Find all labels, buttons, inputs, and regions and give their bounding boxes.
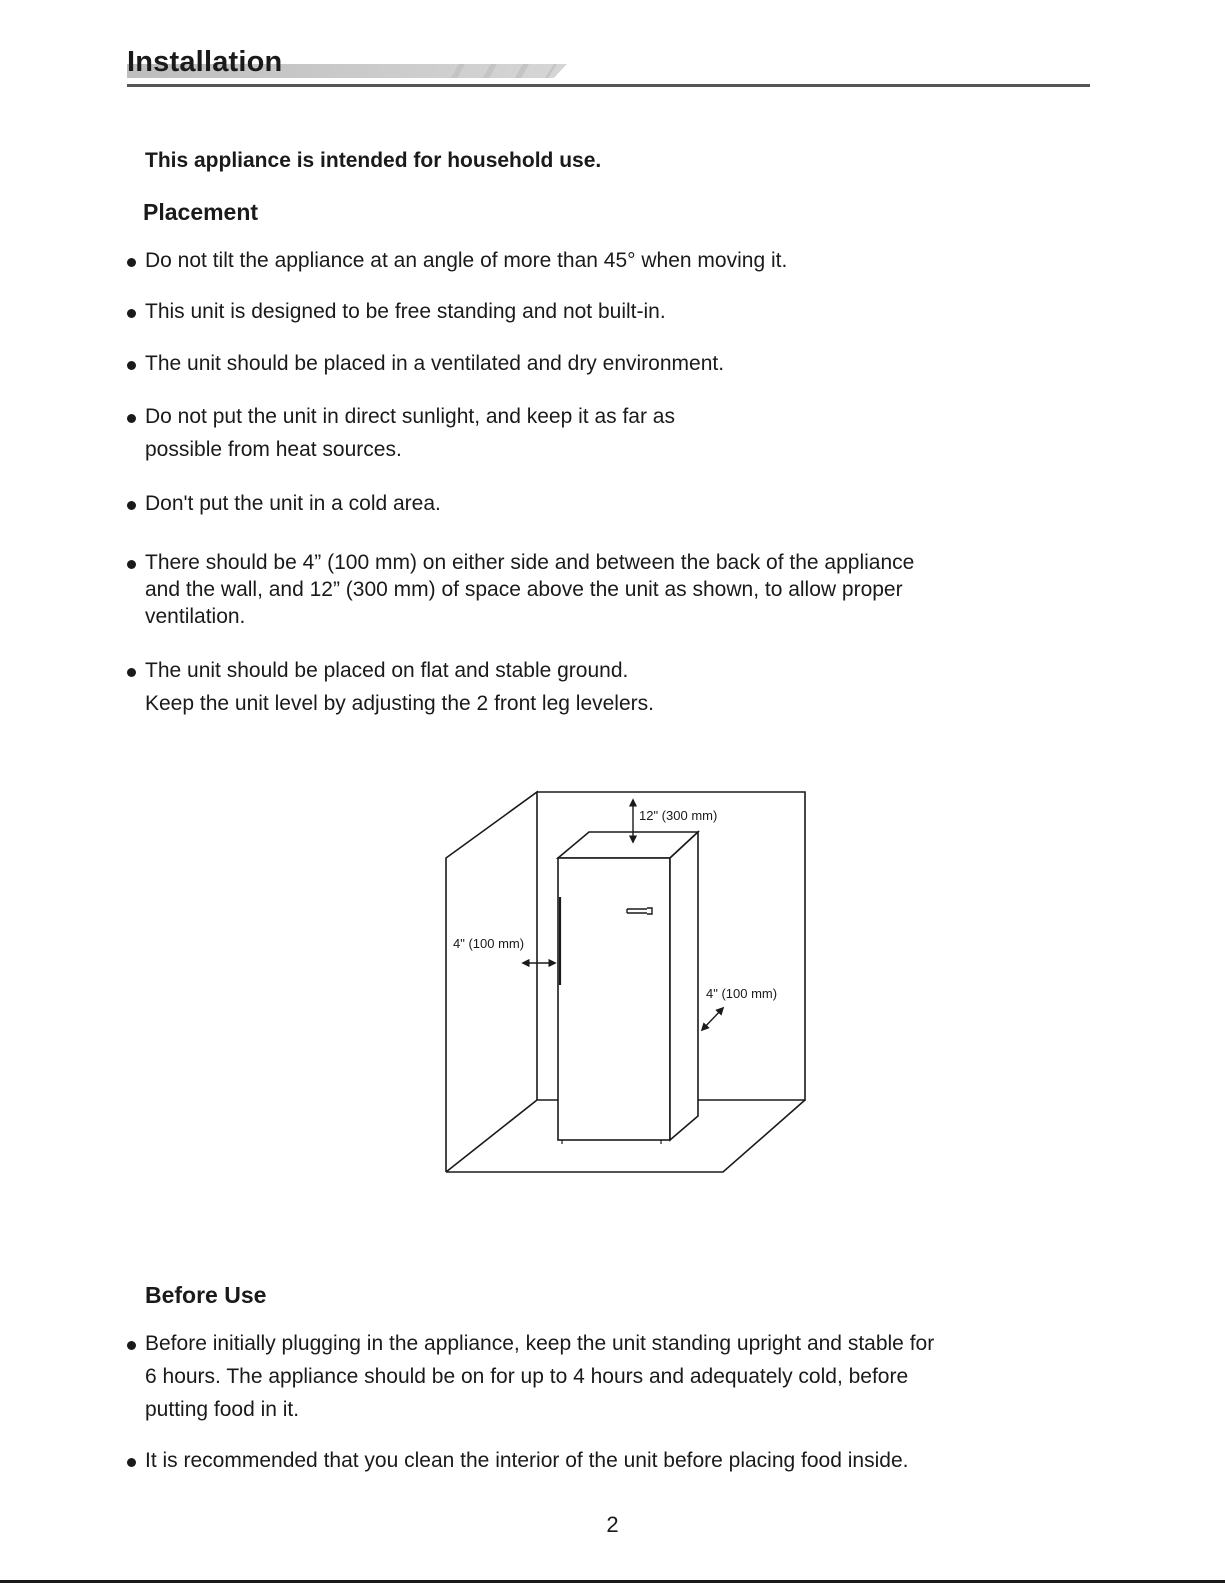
bottom-rule: [0, 1580, 1225, 1583]
bullet-dot: [127, 309, 136, 318]
placement-item: [127, 298, 1057, 325]
placement-item: [127, 350, 1057, 377]
header-rule: [127, 84, 1090, 87]
bullet-dot: [127, 1458, 136, 1467]
item-line: Do not tilt the appliance at an angle of more than 45° when moving it.: [145, 249, 788, 272]
placement-heading: Placement: [143, 199, 259, 225]
right-clearance-label: 4" (100 mm): [706, 986, 778, 1001]
clearance-diagram: [440, 786, 820, 1176]
item-line: The unit should be placed on flat and stable ground.: [145, 659, 629, 682]
before-use-item: [127, 1327, 1057, 1426]
bullet-dot: [127, 1341, 136, 1350]
before-use-heading: Before Use: [145, 1282, 267, 1308]
placement-item: [127, 247, 1057, 274]
bullet-dot: [127, 361, 136, 370]
intro-text: This appliance is intended for household use.: [145, 149, 602, 172]
placement-item: [127, 654, 1057, 720]
right-clearance-arrow: [702, 1008, 723, 1030]
page-title: Installation: [127, 46, 283, 78]
bullet-dot: [127, 414, 136, 423]
item-line: Do not put the unit in direct sunlight, and keep it as far as: [145, 405, 675, 428]
placement-item: [127, 400, 1057, 466]
bullet-dot: [127, 501, 136, 510]
page-number: 2: [606, 1512, 619, 1537]
item-line: 6 hours. The appliance should be on for up to 4 hours and adequately cold, before: [145, 1365, 909, 1388]
bullet-dot: [127, 668, 136, 677]
placement-item: [127, 490, 1057, 517]
bullet-dot: [127, 258, 136, 267]
before-use-item: [127, 1447, 1057, 1474]
item-line: ventilation.: [145, 605, 246, 628]
item-line: putting food in it.: [145, 1398, 300, 1421]
item-line: Keep the unit level by adjusting the 2 front leg levelers.: [145, 692, 654, 715]
item-line: Don't put the unit in a cold area.: [145, 492, 441, 515]
item-line: The unit should be placed in a ventilated and dry environment.: [145, 352, 725, 375]
item-line: It is recommended that you clean the interior of the unit before placing food inside.: [145, 1449, 909, 1472]
item-line: possible from heat sources.: [145, 438, 402, 461]
placement-item: [127, 549, 1057, 630]
item-line: There should be 4” (100 mm) on either side and between the back of the appliance: [145, 551, 915, 574]
appliance-side: [670, 832, 698, 1140]
item-line: and the wall, and 12” (300 mm) of space above the unit as shown, to allow proper: [145, 578, 903, 601]
item-line: This unit is designed to be free standing and not built-in.: [145, 300, 666, 323]
room-left-wall: [446, 792, 537, 1172]
item-line: Before initially plugging in the appliance, keep the unit standing upright and stable for: [145, 1332, 935, 1355]
bullet-dot: [127, 560, 136, 569]
left-clearance-label: 4" (100 mm): [453, 936, 525, 951]
appliance-front: [558, 858, 670, 1140]
top-clearance-label: 12" (300 mm): [639, 808, 718, 823]
page-header: [127, 44, 1090, 90]
